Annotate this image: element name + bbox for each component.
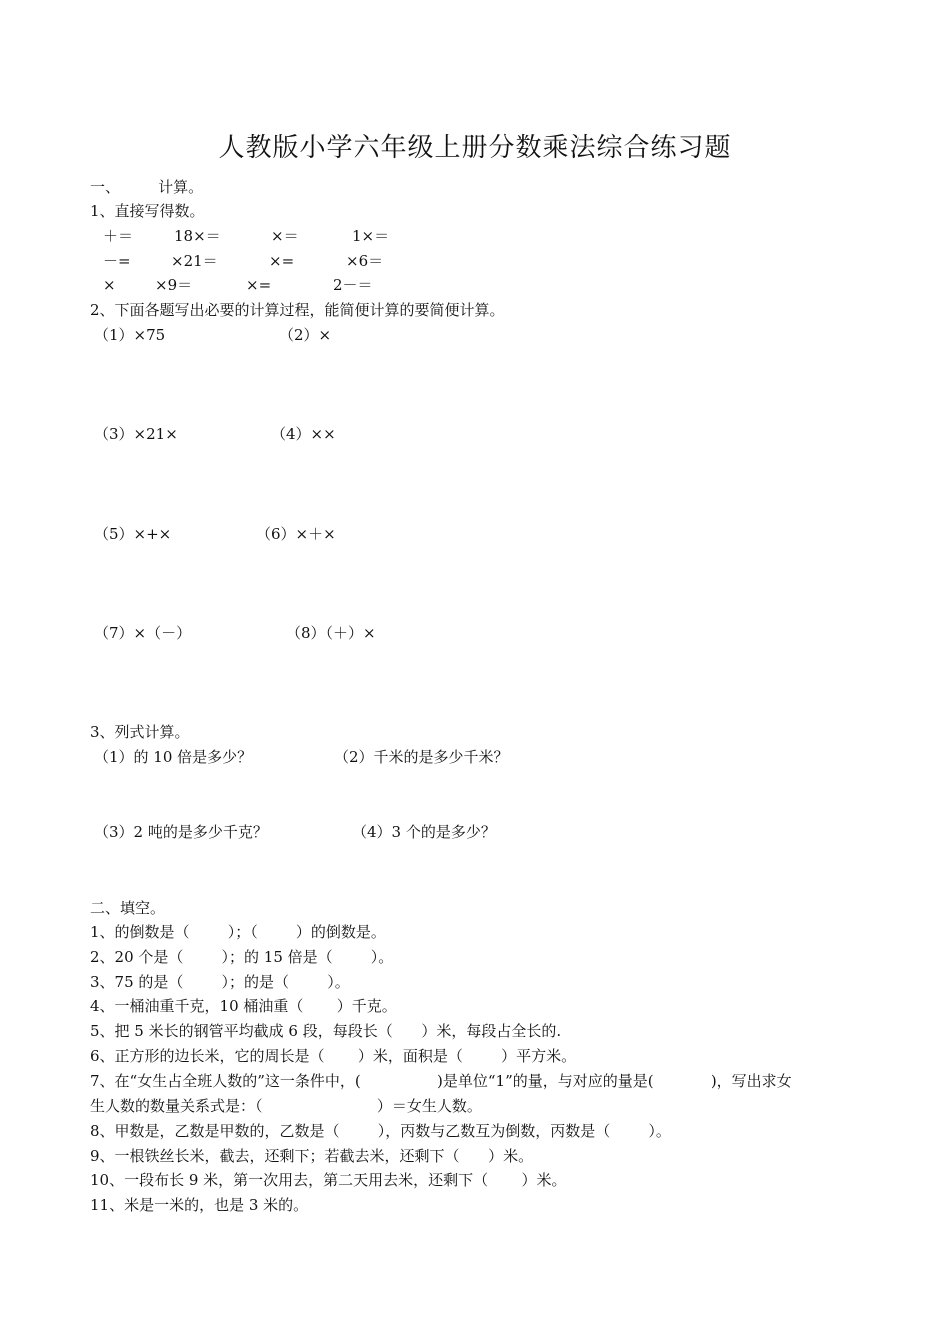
q3-item-4: （4）3 个的是多少？ bbox=[352, 823, 496, 841]
fill-line-2: 2、20 个是（ ）；的 15 倍是（ ）。 bbox=[90, 948, 394, 966]
q2-item-6: （6）×＋× bbox=[256, 525, 336, 543]
section-1-heading: 一、 计算。 bbox=[90, 178, 204, 196]
q3-heading: 3、列式计算。 bbox=[90, 723, 190, 741]
fill-line-8: 8、甲数是，乙数是甲数的，乙数是（ ），丙数与乙数互为倒数，丙数是（ ）。 bbox=[90, 1122, 671, 1140]
q1-r2-c3: ×= bbox=[269, 252, 295, 270]
q1-r3-c1: × bbox=[103, 276, 116, 294]
fill-line-3: 3、75 的是（ ）；的是（ ）。 bbox=[90, 973, 350, 991]
q1-r1-c1: ＋＝ bbox=[103, 227, 134, 245]
q1-r3-c4: 2－＝ bbox=[333, 276, 373, 294]
fill-line-1: 1、的倒数是（ ）；（ ）的倒数是。 bbox=[90, 923, 386, 941]
section-2-heading: 二、填空。 bbox=[90, 899, 166, 917]
q1-r3-c3: ×= bbox=[246, 276, 272, 294]
q2-item-7: （7）×（－） bbox=[94, 624, 192, 642]
q2-item-1: （1）×75 bbox=[94, 326, 166, 344]
q2-item-3: （3）×21× bbox=[94, 425, 178, 443]
fill-line-6: 6、正方形的边长米，它的周长是（ ）米，面积是（ ）平方米。 bbox=[90, 1047, 577, 1065]
fill-line-5: 5、把 5 米长的钢管平均截成 6 段，每段长（ ）米，每段占全长的. bbox=[90, 1022, 562, 1040]
fill-line-4: 4、一桶油重千克，10 桶油重（ ）千克。 bbox=[90, 997, 397, 1015]
q1-r1-c2: 18×＝ bbox=[174, 227, 221, 245]
q1-r2-c2: ×21＝ bbox=[171, 252, 218, 270]
q2-item-5: （5）×+× bbox=[94, 525, 172, 543]
q1-r2-c1: －= bbox=[103, 252, 131, 270]
q1-r1-c3: ×＝ bbox=[271, 227, 299, 245]
q2-item-4: （4）×× bbox=[271, 425, 336, 443]
q2-item-8: （8）（＋）× bbox=[286, 624, 376, 642]
q3-item-2: （2）千米的是多少千米？ bbox=[334, 748, 509, 766]
q1-r3-c2: ×9＝ bbox=[155, 276, 193, 294]
q2-item-2: （2）× bbox=[279, 326, 332, 344]
fill-line-11: 11、米是一米的，也是 3 米的。 bbox=[90, 1196, 309, 1214]
q3-item-1: （1）的 10 倍是多少？ bbox=[94, 748, 253, 766]
fill-line-7: 7、在“女生占全班人数的”这一条件中，( )是单位“1”的量，与对应的量是( )，写出求女 bbox=[90, 1072, 792, 1090]
q1-heading: 1、直接写得数。 bbox=[90, 202, 205, 220]
q3-item-3: （3）2 吨的是多少千克？ bbox=[94, 823, 268, 841]
q2-heading: 2、下面各题写出必要的计算过程，能简便计算的要简便计算。 bbox=[90, 301, 505, 319]
fill-line-9: 9、一根铁丝长米，截去，还剩下；若截去米，还剩下（ ）米。 bbox=[90, 1147, 534, 1165]
q1-r1-c4: 1×＝ bbox=[352, 227, 390, 245]
fill-line-7-cont: 生人数的数量关系式是：（ ）＝女生人数。 bbox=[90, 1097, 482, 1115]
fill-line-10: 10、一段布长 9 米，第一次用去，第二天用去米，还剩下（ ）米。 bbox=[90, 1171, 567, 1189]
q1-r2-c4: ×6＝ bbox=[346, 252, 384, 270]
page-title: 人教版小学六年级上册分数乘法综合练习题 bbox=[218, 133, 732, 163]
